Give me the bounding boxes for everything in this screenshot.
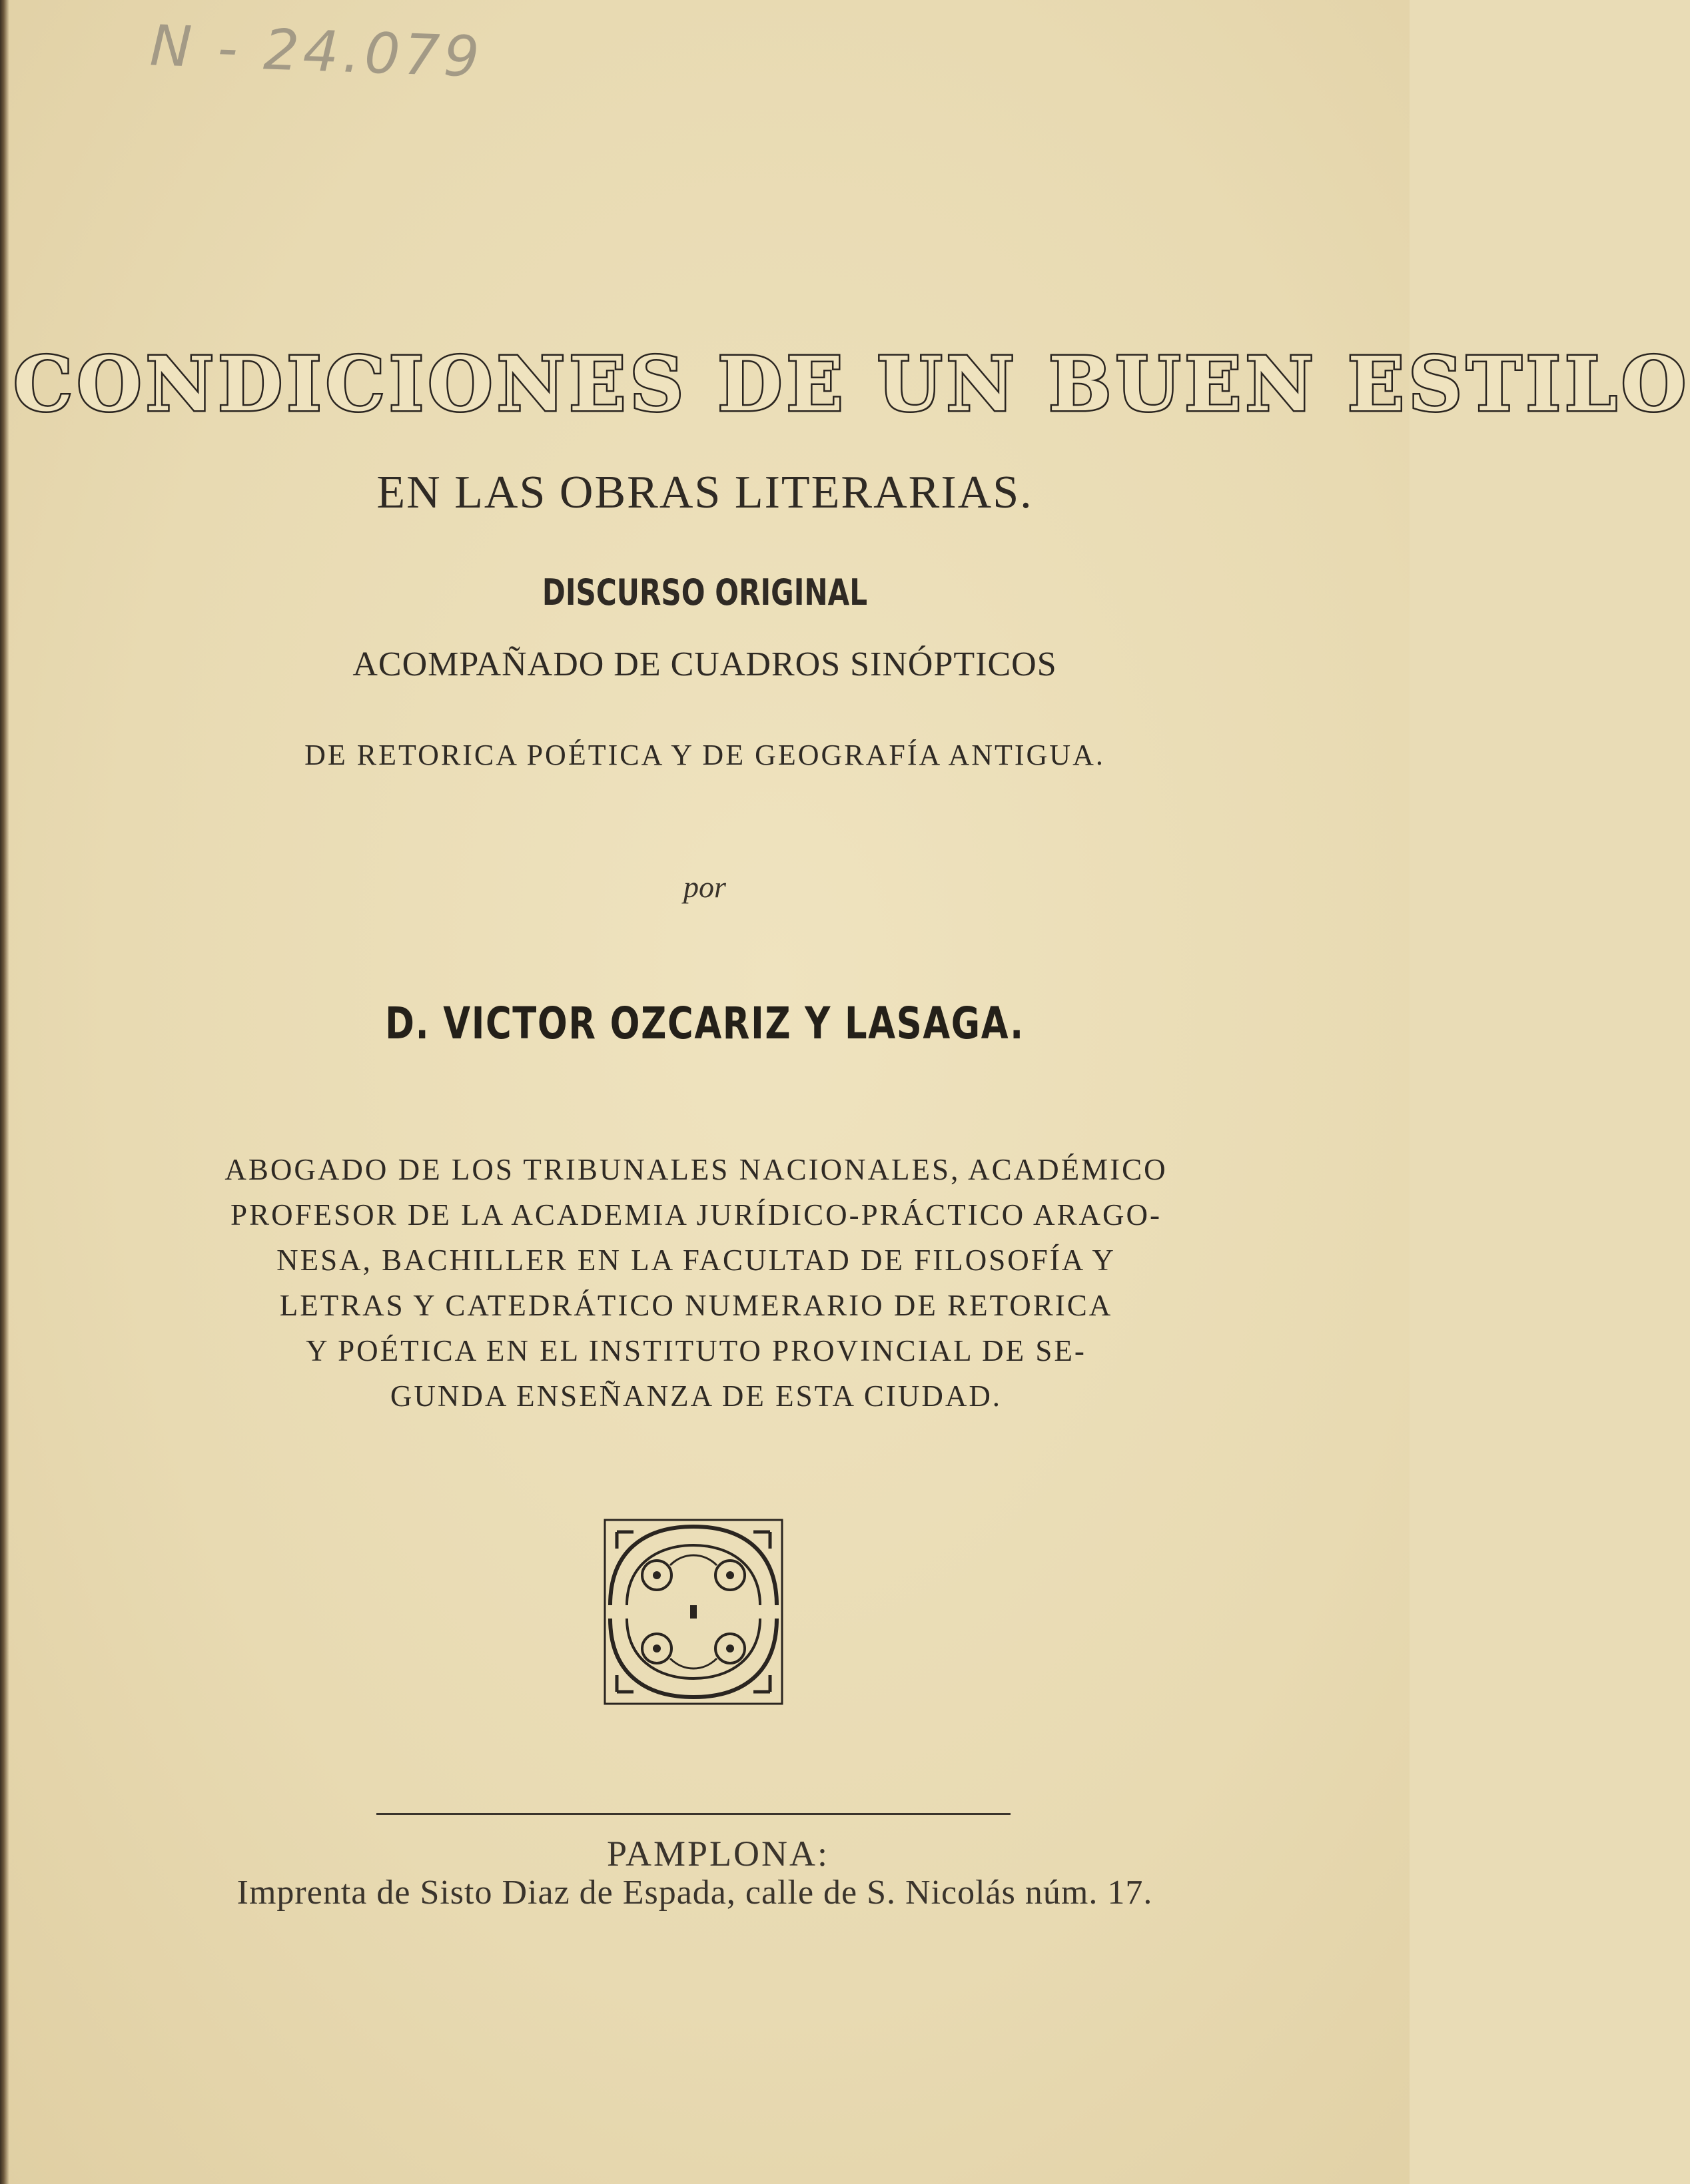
credentials-line: NESA, BACHILLER EN LA FACULTAD DE FILOSOFÍA Y [276,1244,1116,1277]
subtitle-literary-works: EN LAS OBRAS LITERARIAS. [376,467,1033,518]
binding-edge [0,0,9,2184]
credentials-line: Y POÉTICA EN EL INSTITUTO PROVINCIAL DE SE- [306,1334,1086,1367]
imprint-printer: Imprenta de Sisto Diaz de Espada, calle de S. Nicolás núm. 17. [236,1874,1153,1912]
subtitle-original-discourse: DISCURSO ORIGINAL [542,571,868,613]
book-title: CONDICIONES DE UN BUEN ESTILO [13,341,1690,428]
subtitle-rhetoric-geography: DE RETORICA POÉTICA Y DE GEOGRAFÍA ANTIGUA. [304,739,1105,771]
subtitle-synoptic-tables: ACOMPAÑADO DE CUADROS SINÓPTICOS [352,645,1057,683]
by-line: por [683,870,726,904]
imprint-divider [376,1813,1011,1815]
credentials-line: LETRAS Y CATEDRÁTICO NUMERARIO DE RETORICA [279,1289,1113,1322]
author-name: D. VICTOR OZCARIZ Y LASAGA. [385,998,1025,1049]
imprint-city: PAMPLONA: [606,1834,830,1874]
manuscript-shelf-mark: N - 24.079 [149,13,485,90]
credentials-line: PROFESOR DE LA ACADEMIA JURÍDICO-PRÁCTICO ARAGO- [230,1198,1162,1232]
author-credentials [193,1147,1199,1419]
printers-ornament-icon [597,1512,790,1712]
credentials-line: GUNDA ENSEÑANZA DE ESTA CIUDAD. [390,1379,1003,1413]
credentials-line: ABOGADO DE LOS TRIBUNALES NACIONALES, ACADÉMICO [224,1153,1168,1186]
